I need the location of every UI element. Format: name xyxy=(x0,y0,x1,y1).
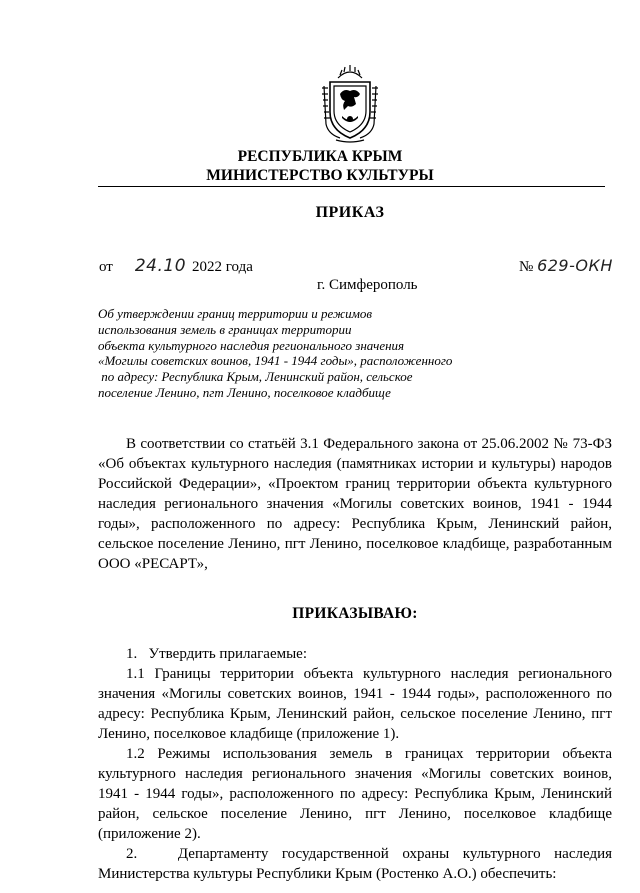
subject-line: «Могилы советских воинов, 1941 - 1944 годы», расположенного xyxy=(98,353,453,369)
order-subject xyxy=(98,306,478,401)
preamble-paragraph: В соответствии со статьёй 3.1 Федерального закона от 25.06.2002 № 73-ФЗ «Об объектах культурного наследия (памятниках истории и культуры) народов Российской Федерации», «Проектом границ территории объекта культурного наследия регионального значения «Могилы советских воинов, 1941 - 1944 годы», расположенного по адресу: Республика Крым, Ленинский район, сельское поселение Ленино, пгт Ленино, поселковое кладбище, разработанным ООО «РЕСАРТ», xyxy=(98,436,612,572)
ministry-title: МИНИСТЕРСТВО КУЛЬТУРЫ xyxy=(206,167,434,184)
number-prefix: № xyxy=(519,259,534,275)
coat-of-arms-emblem xyxy=(318,64,382,144)
order-number xyxy=(519,256,613,276)
city-name: г. Симферополь xyxy=(317,277,418,293)
handwritten-number: 629-ОКН xyxy=(537,256,613,275)
order-directive-heading: ПРИКАЗЫВАЮ: xyxy=(292,605,418,622)
date-prefix: от xyxy=(99,259,113,275)
subject-line: объекта культурного наследия регионального значения xyxy=(98,337,405,353)
republic-title: РЕСПУБЛИКА КРЫМ xyxy=(237,148,403,165)
ministry-header xyxy=(0,147,640,185)
item-2: 2. Департаменту государственной охраны культурного наследия Министерства культуры Республики Крым (Ростенко А.О.) обеспечить: xyxy=(98,846,616,882)
handwritten-date: 24.10 xyxy=(134,256,187,276)
item-1-2: 1.2 Режимы использования земель в границах территории объекта культурного наследия регионального значения «Могилы советских воинов, 1941 - 1944 годы», расположенного по адресу: Республика Крым, Ленинский район, сельское поселение Ленино, пгт Ленино, поселковое кладбище (приложение 2). xyxy=(98,746,612,842)
subject-line: по адресу: Республика Крым, Ленинский район, сельское xyxy=(98,369,413,385)
subject-line: поселение Ленино, пгт Ленино, поселковое кладбище xyxy=(98,384,391,400)
date-suffix: 2022 года xyxy=(192,259,253,275)
subject-line: использования земель в границах территории xyxy=(98,321,352,337)
subject-line: Об утверждении границ территории и режимов xyxy=(98,306,373,321)
header-divider xyxy=(98,186,605,187)
order-date xyxy=(99,256,253,276)
item-1-1: 1.1 Границы территории объекта культурного наследия регионального значения «Могилы советских воинов, 1941 - 1944 годы», расположенного по адресу: Республика Крым, Ленинский район, сельское поселение Ленино, пгт Ленино, поселковое кладбище (приложение 1). xyxy=(98,666,612,742)
document-type-title: ПРИКАЗ xyxy=(315,204,385,221)
order-body xyxy=(98,434,616,884)
item-1: 1. Утвердить прилагаемые: xyxy=(126,646,307,662)
